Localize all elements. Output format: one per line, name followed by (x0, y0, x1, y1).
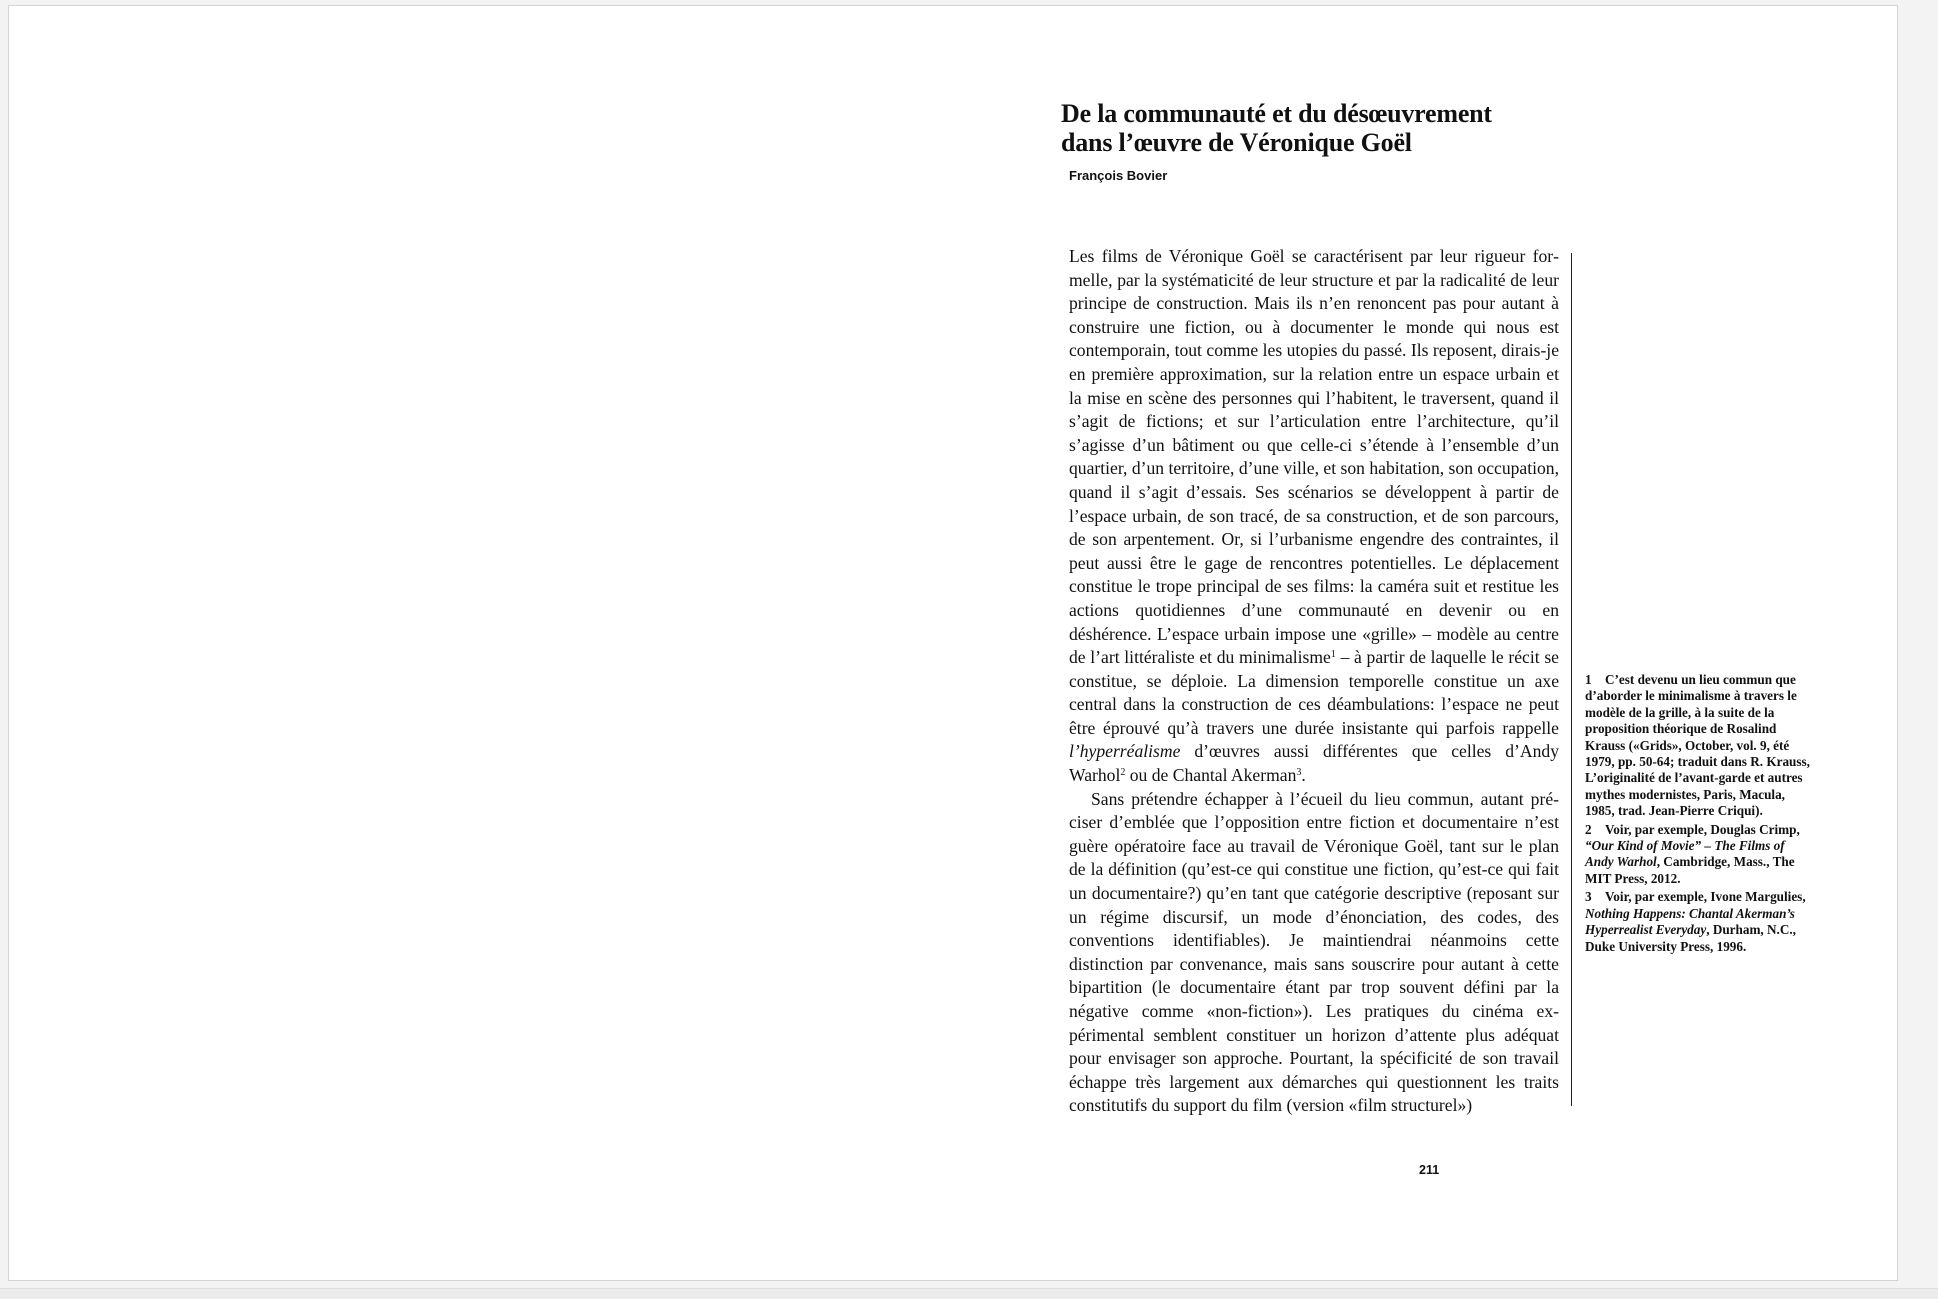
paragraph-1 (1069, 245, 1559, 788)
text-run: ou de Chantal Akerman (1125, 765, 1297, 786)
footnote-ref-2[interactable]: 2 (1120, 767, 1126, 779)
text-run: Les films de Véronique Goël se caractérisent par leur rigueur formelle, par la systématicité de leur structure et par la radicalité de leur principe de construction. Mais ils n’en renoncent pas pour autant à construire une fiction, ou à documenter le monde qui nous est contemporain, tout comme les utopies du passé. Ils reposent, dirais-je en première approximation, sur la relation entre un espace urbain et la mise en scène des personnes qui l’habitent, le traversent, quand il s’agit de fictions; et sur l’articulation entre l’architecture, qu’il s’agisse d’un bâtiment ou que celle-ci s’étende à l’ensemble d’un quartier, d’un territoire, d’une ville, et son habitation, son occupation, quand il s’agit d’essais. Ses scénarios se développent à partir de l’espace urbain, de son tracé, de sa construction, et de son parcours, de son arpentement. Or, si l’urbanisme engendre des contraintes, il peut aussi être le gage de rencontres potentielles. Le déplacement constitue le trope principal de ses films: la caméra suit et restitue les actions quotidiennes d’une communauté en devenir ou en déshérence. L’espace urbain impose une «grille» – modèle au centre de l’art littéraliste et du minimalisme (1069, 246, 1559, 668)
body-text (1069, 245, 1559, 1118)
footnote-2 (1585, 822, 1813, 888)
footnote-text: , Durham, N.C., Duke University Press, 1996. (1585, 922, 1796, 954)
footnote-text: C’est devenu un lieu commun que d’aborder le minimalisme à travers le modèle de la grille, à la suite de la proposition théorique de Rosalind Krauss («Grids», October, vol. 9, été 1979, pp. 50-64; traduit dans R. Krauss, L’originalité de l’avant-garde et autres mythes modernistes, Paris, Macula, 1985, trad. Jean-Pierre Criqui). (1585, 672, 1810, 819)
footnote-3 (1585, 889, 1813, 955)
paragraph-2: Sans prétendre échapper à l’écueil du lieu commun, autant préciser d’emblée que l’opposition entre fiction et documentaire n’est guère opératoire face au travail de Véronique Goël, tant sur le plan de la définition (qu’est-ce qui constitue une fiction, qu’est-ce qui fait un documentaire?) qu’en tant que catégorie descriptive (reposant sur un régime discursif, un mode d’énonciation, des codes, des conventions identifiables). Je maintiendrai néanmoins cette distinction par convenance, mais sans souscrire pour autant à cette bipartition (le documentaire étant par trop souvent défini par la négative comme «non-fiction»). Les pratiques du cinéma expérimental semblent constituer un horizon d’attente plus adéquat pour envisager son approche. Pourtant, la spécificité de son travail échappe très largement aux démarches qui questionnent les traits constitutifs du support du film (version «film structurel») (1069, 788, 1559, 1116)
footnote-text: , Cambridge, Mass., The MIT Press, 2012. (1585, 854, 1795, 886)
footnote-title: “Our Kind of Movie” – The Films of Andy Warhol (1585, 838, 1785, 870)
column-divider (1571, 253, 1572, 1106)
footnote-text: Voir, par exemple, Douglas Crimp, (1605, 821, 1800, 837)
title-line-1: De la communauté et du désœuvrement (1061, 99, 1492, 128)
article-author: François Bovier (1069, 168, 1168, 183)
footnote-text: Voir, par exemple, Ivone Margulies, (1605, 889, 1806, 905)
footnote-title: Nothing Happens: Chantal Akerman’s Hyperrealist Everyday (1585, 905, 1795, 938)
footnote-1 (1585, 672, 1813, 820)
article-title (1061, 99, 1581, 157)
footnote-number: 2 (1585, 821, 1592, 837)
italic-term: l’hyperréalisme (1069, 741, 1181, 762)
footnote-ref-3[interactable]: 3 (1296, 767, 1302, 779)
text-run: d’œuvres aussi différentes que celles d’Andy Warhol (1069, 741, 1559, 786)
footnote-number: 3 (1585, 889, 1592, 905)
footnote-number: 1 (1585, 672, 1592, 687)
viewer-bottom-bar (0, 1288, 1938, 1299)
text-run: . (1301, 765, 1306, 786)
page-spread (8, 5, 1898, 1281)
text-run: – à partir de laquelle le récit se constitue, se déploie. La dimension temporelle constitue un axe central dans la construction de ces déambulations: l’espace ne peut être éprouvé qu’à travers une durée insistante qui parfois rappelle (1069, 647, 1559, 738)
footnote-ref-1[interactable]: 1 (1330, 649, 1336, 661)
footnotes (1585, 672, 1813, 957)
title-line-2: dans l’œuvre de Véronique Goël (1061, 128, 1412, 157)
page-number: 211 (1419, 1163, 1440, 1177)
